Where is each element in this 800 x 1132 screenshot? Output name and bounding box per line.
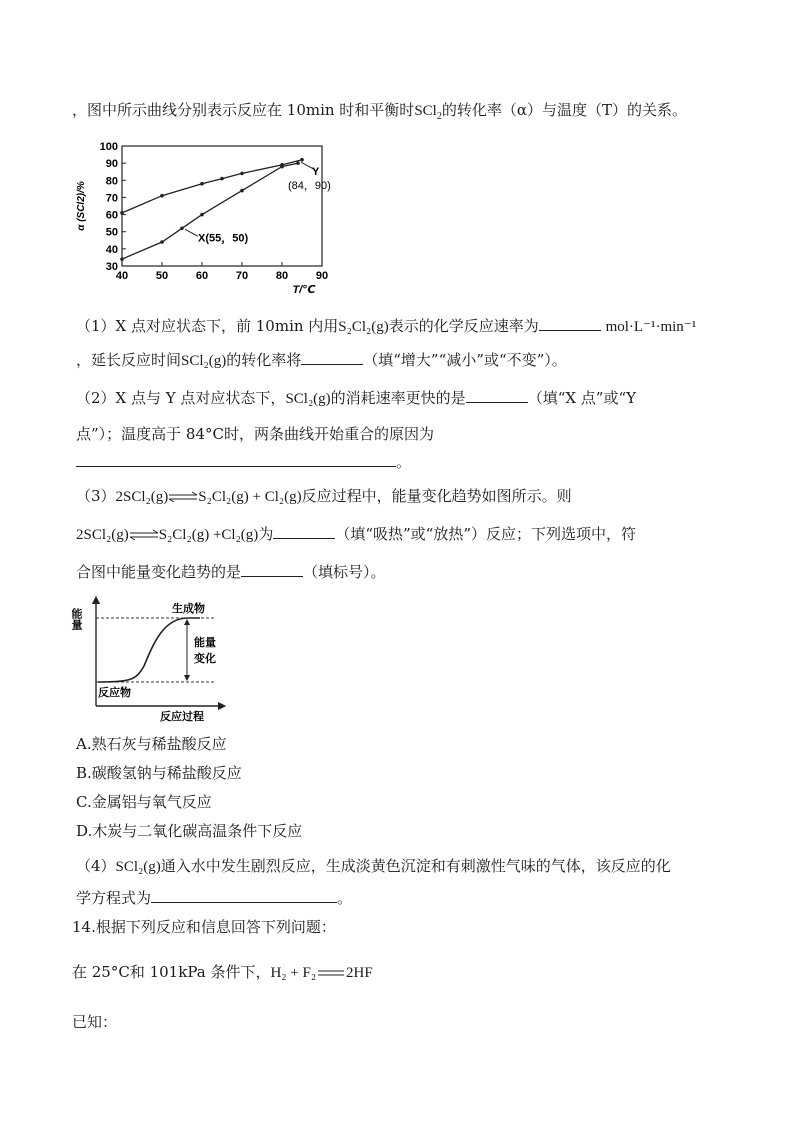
data-point [240, 172, 244, 176]
y-tick-label: 90 [105, 158, 118, 171]
intro-prefix: ，图中所示曲线分别表示反应在 10min 时和平衡时 [72, 101, 415, 119]
q1-line1: （1）X 点对应状态下，前 10min 内用S₂Cl₂(g)表示的化学反应速率为 mol·L⁻¹·min⁻¹ [76, 317, 697, 335]
x-tick-label: 80 [275, 270, 289, 282]
y-tick-label: 50 [105, 226, 118, 239]
product-label: 生成物 [172, 603, 205, 615]
q1-blank-rate[interactable] [539, 316, 601, 331]
delta-label-2: 变化 [194, 653, 216, 665]
data-point [300, 158, 304, 162]
energy-axis-label: 能量 [70, 608, 82, 630]
q4-species: SCl₂(g) [115, 859, 161, 875]
q2-line3: 。 [76, 452, 411, 472]
option-d[interactable]: D.木炭与二氧化碳高温条件下反应 [76, 822, 303, 840]
data-point [280, 165, 284, 169]
q4-line2: 学方程式为 。 [76, 889, 353, 907]
data-point [200, 213, 204, 217]
q2-blank-point[interactable] [466, 388, 528, 403]
intro-species: SCl$_2$ [414, 103, 442, 122]
series-line-1 [122, 160, 302, 213]
q1-species-s2cl2: S₂Cl₂(g) [338, 319, 389, 335]
data-point [220, 177, 224, 181]
data-point [120, 211, 124, 215]
q1-blank-trend[interactable] [301, 350, 363, 365]
q3-blank-thermo[interactable] [273, 524, 335, 539]
q3-blank-option[interactable] [241, 562, 303, 577]
intro-line [72, 100, 687, 121]
data-point [200, 182, 204, 186]
option-a[interactable]: A.熟石灰与稀盐酸反应 [76, 735, 227, 753]
q1-unit: mol·L⁻¹·min⁻¹ [605, 319, 697, 335]
y-tick-label: 100 [99, 141, 118, 153]
data-point [120, 257, 124, 261]
q4-line1: （4）SCl₂(g)通入水中发生剧烈反应，生成淡黄色沉淀和有刺激性气味的气体，该反应的化 [76, 857, 671, 875]
y-tick-label: 80 [105, 175, 118, 188]
point-y-label: Y [312, 166, 320, 179]
q3-line2: 2SCl₂(g) S₂Cl₂(g) +Cl₂(g)为 （填“吸热”或“放热”）反应；下列选项中，符 [76, 525, 637, 543]
series-line-2 [122, 163, 298, 259]
q3-line3: 合图中能量变化趋势的是 （填标号）。 [76, 563, 386, 581]
x-tick-label: 90 [315, 270, 329, 282]
equilibrium-arrow-icon [129, 530, 159, 540]
option-b[interactable]: B.碳酸氢钠与稀盐酸反应 [76, 764, 242, 782]
reactant-label: 反应物 [98, 687, 131, 699]
q1-line2: ，延长反应时间SCl₂(g)的转化率将 （填“增大”“减小”或“不变”）。 [76, 351, 567, 369]
q1-species-scl2: SCl₂(g) [181, 353, 227, 369]
q2-species: SCl₂(g) [285, 391, 331, 407]
data-point [160, 240, 164, 244]
equals-sign-icon [316, 968, 346, 978]
q14-known: 已知： [72, 1013, 118, 1031]
x-tick-label: 60 [195, 270, 209, 282]
y-tick-label: 40 [105, 243, 118, 256]
x-axis-label: T/℃ [292, 284, 316, 296]
q2-line1: （2）X 点与 Y 点对应状态下，SCl₂(g)的消耗速率更快的是 （填“X 点”或“Y [76, 389, 637, 407]
x-pointer [185, 229, 198, 236]
data-point [240, 189, 244, 193]
point-y-coord: (84，90) [288, 180, 331, 193]
energy-diagram [70, 596, 226, 723]
data-point [296, 161, 300, 165]
intro-suffix: 的转化率（α）与温度（T）的关系。 [441, 101, 687, 119]
q14-title: 14.根据下列反应和信息回答下列问题： [72, 918, 336, 936]
x-tick-label: 50 [155, 270, 169, 282]
option-c[interactable]: C.金属铝与氧气反应 [76, 793, 212, 811]
process-axis-label: 反应过程 [160, 711, 204, 723]
y-axis-label: α (SCl2)/% [76, 181, 87, 231]
x-tick-label: 70 [235, 270, 249, 282]
conversion-chart [72, 138, 332, 296]
q2-blank-reason[interactable] [76, 452, 396, 467]
y-tick-label: 30 [105, 261, 118, 273]
x-tick-label: 40 [115, 270, 129, 282]
q3-line1: （3）2SCl₂(g) S₂Cl₂(g) + Cl₂(g)反应过程中，能量变化趋势如图所示。则 [76, 487, 572, 505]
q14-condition: 在 25°C和 101kPa 条件下，H₂ + F₂ 2HF [72, 963, 373, 981]
y-tick-label: 60 [105, 209, 118, 222]
delta-label-1: 能量 [194, 637, 216, 649]
equilibrium-arrow-icon [168, 492, 198, 502]
q2-line2: 点”）；温度高于 84°C时，两条曲线开始重合的原因为 [76, 425, 435, 443]
y-tick-label: 70 [105, 192, 118, 205]
data-point [180, 226, 184, 230]
point-x-label: X(55，50) [198, 232, 249, 245]
data-point [160, 194, 164, 198]
q4-blank-equation[interactable] [151, 888, 337, 903]
